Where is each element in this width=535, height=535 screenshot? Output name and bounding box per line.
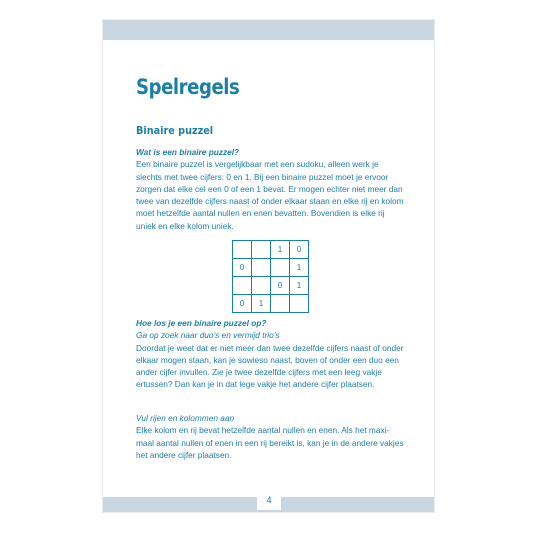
grid-cell: [252, 277, 271, 295]
page-title: Spelregels: [136, 75, 240, 99]
grid-cell: [252, 241, 271, 259]
example-puzzle-grid: [232, 240, 309, 313]
grid-cell: [233, 277, 252, 295]
grid-row: [233, 277, 309, 295]
book-page: [103, 20, 434, 512]
section-heading: Vul rijen en kolommen aan: [136, 413, 235, 423]
section-heading: Wat is een binaire puzzel?: [136, 147, 240, 157]
grid-cell: 1: [271, 241, 290, 259]
section-heading: Hoe los je een binaire puzzel op?: [136, 318, 267, 328]
page-subtitle: Binaire puzzel: [136, 124, 214, 137]
grid-row: [233, 295, 309, 313]
grid-cell: [252, 259, 271, 277]
page-number: 4: [257, 490, 281, 510]
grid-cell: [233, 241, 252, 259]
section-fill-rows: [136, 412, 406, 461]
section-body: Een binaire puzzel is vergelijkbaar met een sudoku, alleen werk je slechts met twee cijfers: 0 en 1. Bij een binaire puzzel moet je ervoor zorgen dat elke cel een 0 of een 1 bevat. Er mogen echter niet meer dan twee van dezelfde cijfers naast of onder elkaar staan en elke rij en kolom moet hetzelfde aantal nullen en enen bevatten. Bovendien is elke rij uniek en elke kolom uniek.: [136, 159, 404, 231]
section-body: Doordat je weet dat er niet meer dan twee dezelfde cijfers naast of onder elkaar mogen staan, kan je sowieso naast, boven of onder een duo een ander cijfer invullen. Zie je twee dezelfde cijfers met een leeg vakje ertussen? Dan kan je in dat lege vakje het andere cijfer plaatsen.: [136, 342, 404, 390]
section-how-to-solve: [136, 317, 406, 391]
grid-cell: 0: [290, 241, 309, 259]
section-subheading: Ga op zoek naar duo’s en vermijd trio’s: [136, 330, 280, 341]
section-what-is: [136, 146, 406, 232]
grid-cell: [271, 259, 290, 277]
grid-cell: 1: [252, 295, 271, 313]
grid-cell: [290, 295, 309, 313]
grid-cell: 0: [271, 277, 290, 295]
top-band: [103, 20, 434, 40]
grid-cell: [271, 295, 290, 313]
grid-cell: 0: [233, 259, 252, 277]
grid-cell: 1: [290, 277, 309, 295]
grid-row: [233, 241, 309, 259]
grid-cell: 1: [290, 259, 309, 277]
grid-cell: 0: [233, 295, 252, 313]
grid-row: [233, 259, 309, 277]
section-body: Elke kolom en rij bevat hetzelfde aantal nullen en enen. Als het maxi-maal aantal nullen of enen in een rij bereikt is, kan je in de andere vakjes het andere cijfer plaatsen.: [136, 425, 404, 460]
